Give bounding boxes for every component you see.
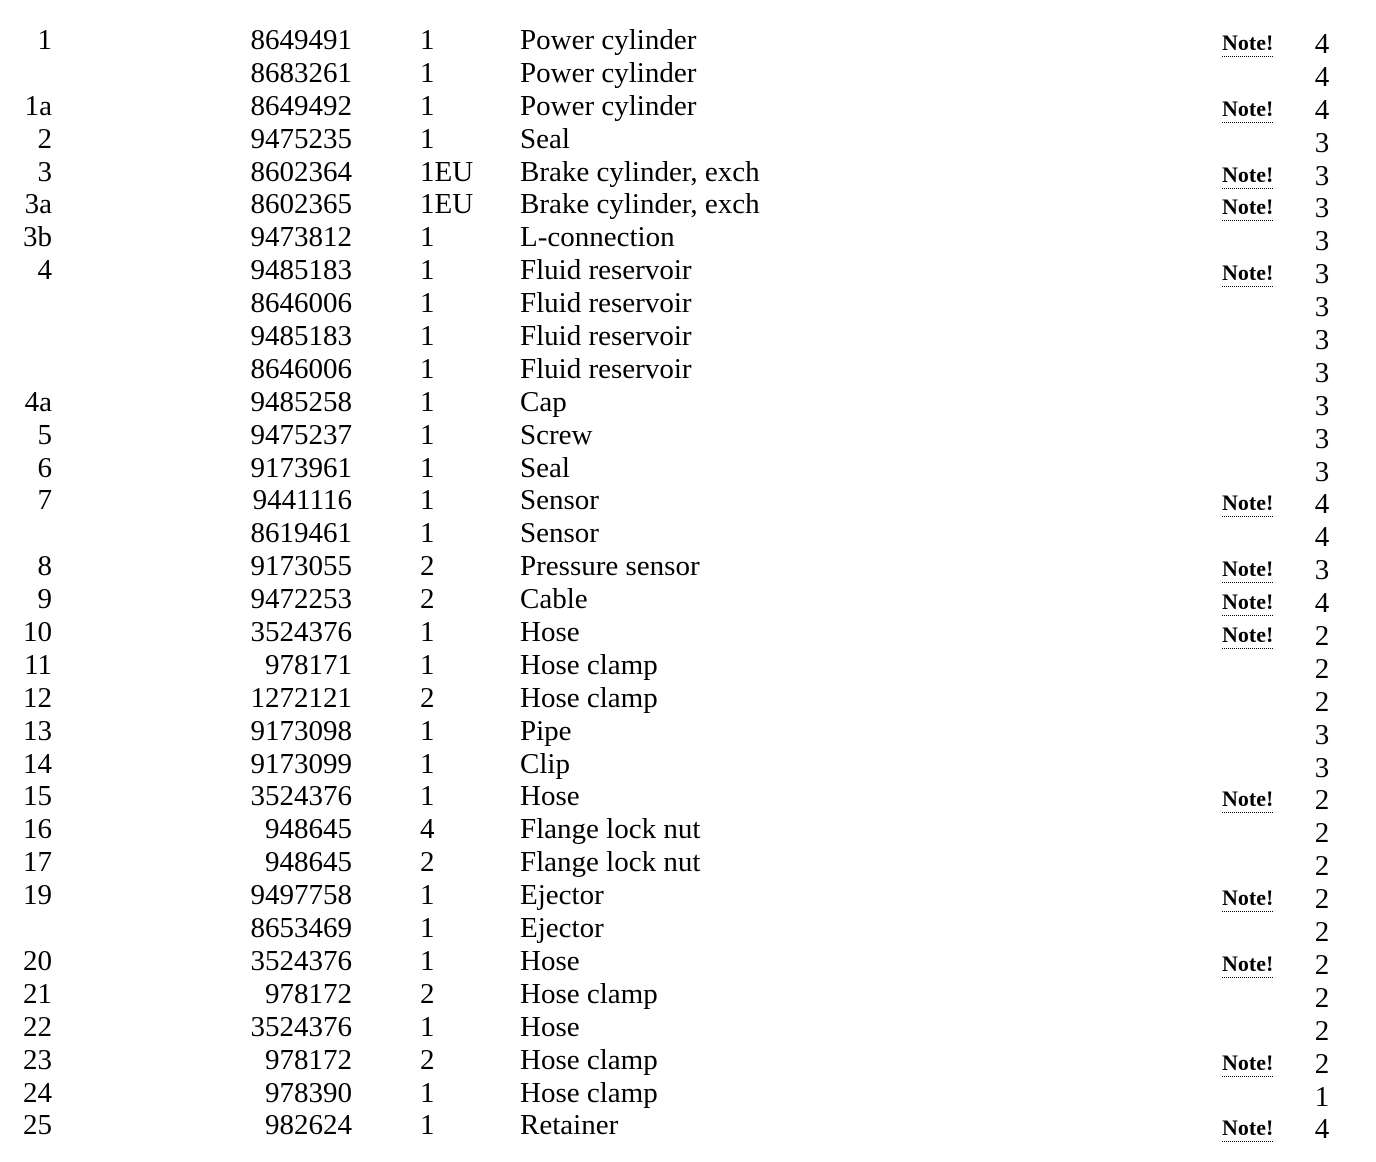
quantity: 1 [420,221,435,254]
position-number: 8 [37,550,52,583]
quantity: 1 [420,1109,435,1142]
position-number: 10 [23,616,52,649]
part-number: 3524376 [250,780,352,813]
parts-row [0,418,1376,455]
part-description: Hose [520,616,580,649]
position-number: 4 [37,254,52,287]
part-description: Flange lock nut [520,813,701,846]
part-number: 978390 [265,1076,352,1109]
position-number: 3 [37,155,52,188]
note-link[interactable] [1222,556,1292,582]
quantity: 1 [420,1076,435,1109]
part-number: 9497758 [250,879,352,912]
reference-number: 2 [1314,981,1330,1014]
position-number: 9 [37,583,52,616]
part-description: Fluid reservoir [520,254,692,287]
note-link[interactable] [1222,490,1292,516]
reference-number: 2 [1314,620,1330,653]
reference-number: 3 [1314,554,1330,587]
parts-row [0,221,1376,258]
quantity: 1 [420,484,435,517]
parts-row [0,1109,1376,1146]
part-number: 8646006 [250,287,352,320]
position-number: 24 [23,1076,52,1109]
part-description: Ejector [520,879,604,912]
reference-number: 2 [1314,784,1330,817]
note-label: Note! [1222,1049,1274,1075]
parts-row [0,385,1376,422]
reference-number: 4 [1314,1113,1330,1146]
position-number: 4a [24,385,52,418]
parts-row [0,780,1376,817]
part-number: 8602365 [250,188,352,221]
parts-row [0,484,1376,521]
position-number: 7 [37,484,52,517]
note-link[interactable] [1222,1115,1292,1141]
part-number: 8649491 [250,24,352,56]
part-description: Fluid reservoir [520,320,692,353]
part-description: Hose clamp [520,977,658,1010]
quantity: 2 [420,1043,435,1076]
parts-row [0,944,1376,981]
parts-row [0,155,1376,192]
reference-number: 4 [1314,521,1330,554]
note-label: Note! [1222,556,1274,582]
position-number: 14 [23,747,52,780]
parts-row [0,254,1376,291]
reference-number: 2 [1314,817,1330,850]
quantity: 1 [420,287,435,320]
position-number: 2 [37,122,52,155]
note-label: Note! [1222,161,1274,187]
part-description: Power cylinder [520,56,697,89]
reference-number: 4 [1314,28,1330,60]
parts-row [0,977,1376,1014]
note-link[interactable] [1222,96,1292,122]
note-link[interactable] [1222,951,1292,977]
part-number: 9485183 [250,320,352,353]
part-description: Hose clamp [520,1076,658,1109]
part-description: Screw [520,418,593,451]
parts-row [0,320,1376,357]
part-number: 1272121 [250,681,352,714]
quantity: 1 [420,616,435,649]
parts-row [0,24,1376,60]
reference-number: 2 [1314,916,1330,949]
quantity: 2 [420,846,435,879]
quantity: 2 [420,583,435,616]
part-number: 8683261 [250,56,352,89]
parts-row [0,352,1376,389]
position-number: 13 [23,714,52,747]
part-description: Hose [520,944,580,977]
reference-number: 2 [1314,1014,1330,1047]
part-description: Fluid reservoir [520,287,692,320]
part-description: Hose [520,780,580,813]
part-description: Clip [520,747,570,780]
reference-number: 3 [1314,422,1330,455]
note-link[interactable] [1222,162,1292,188]
part-description: Power cylinder [520,89,697,122]
reference-number: 4 [1314,587,1330,620]
note-label: Note! [1222,194,1274,220]
quantity: 1 [420,780,435,813]
part-number: 8619461 [250,517,352,550]
note-label: Note! [1222,786,1274,812]
note-label: Note! [1222,950,1274,976]
quantity: 2 [420,681,435,714]
part-description: Hose clamp [520,1043,658,1076]
note-link[interactable] [1222,622,1292,648]
position-number: 6 [37,451,52,484]
reference-number: 2 [1314,883,1330,916]
parts-row [0,287,1376,324]
parts-list [0,24,1376,1146]
part-description: Flange lock nut [520,846,701,879]
reference-number: 3 [1314,356,1330,389]
part-number: 9173099 [250,747,352,780]
note-label: Note! [1222,30,1274,55]
position-number: 17 [23,846,52,879]
part-description: Brake cylinder, exch [520,155,760,188]
part-number: 9475235 [250,122,352,155]
position-number: 21 [23,977,52,1010]
position-number: 12 [23,681,52,714]
part-description: Seal [520,451,570,484]
part-description: Retainer [520,1109,619,1142]
note-link[interactable] [1222,589,1292,615]
part-number: 948645 [265,846,352,879]
part-description: Hose [520,1010,580,1043]
part-number: 8602364 [250,155,352,188]
parts-row [0,747,1376,784]
part-description: Pipe [520,714,572,747]
reference-number: 4 [1314,93,1330,126]
position-number: 1a [24,89,52,122]
quantity: 4 [420,813,435,846]
quantity: 2 [420,550,435,583]
quantity: 1 [420,944,435,977]
reference-number: 3 [1314,126,1330,159]
quantity: 1 [420,56,435,89]
position-number: 22 [23,1010,52,1043]
parts-row [0,451,1376,488]
part-number: 978172 [265,1043,352,1076]
parts-row [0,188,1376,225]
position-number: 5 [37,418,52,451]
parts-row [0,648,1376,685]
quantity: 1 [420,714,435,747]
position-number: 25 [23,1109,52,1142]
reference-number: 2 [1314,652,1330,685]
parts-row [0,616,1376,653]
quantity: 1EU [420,188,474,221]
position-number: 1 [37,24,52,56]
part-description: Ejector [520,912,604,945]
part-number: 3524376 [250,944,352,977]
note-link[interactable] [1222,194,1292,220]
reference-number: 3 [1314,225,1330,258]
parts-row [0,1010,1376,1047]
reference-number: 1 [1314,1080,1330,1113]
note-link[interactable] [1222,260,1292,286]
reference-number: 4 [1314,488,1330,521]
note-link[interactable] [1222,30,1292,56]
position-number: 16 [23,813,52,846]
part-number: 982624 [265,1109,352,1142]
position-number: 15 [23,780,52,813]
quantity: 1EU [420,155,474,188]
note-label: Note! [1222,490,1274,516]
reference-number: 2 [1314,850,1330,883]
part-number: 9473812 [250,221,352,254]
quantity: 2 [420,977,435,1010]
part-number: 978172 [265,977,352,1010]
note-link[interactable] [1222,885,1292,911]
quantity: 1 [420,89,435,122]
part-description: Cable [520,583,588,616]
part-number: 9173055 [250,550,352,583]
note-label: Note! [1222,622,1274,648]
quantity: 1 [420,254,435,287]
part-number: 9485183 [250,254,352,287]
quantity: 1 [420,418,435,451]
note-label: Note! [1222,95,1274,121]
part-description: Cap [520,385,567,418]
part-description: Hose clamp [520,681,658,714]
part-number: 3524376 [250,1010,352,1043]
part-description: Sensor [520,484,599,517]
parts-row [0,122,1376,159]
part-number: 9173961 [250,451,352,484]
reference-number: 2 [1314,685,1330,718]
part-description: Fluid reservoir [520,352,692,385]
quantity: 1 [420,122,435,155]
parts-row [0,1043,1376,1080]
position-number: 3b [23,221,52,254]
quantity: 1 [420,648,435,681]
reference-number: 2 [1314,948,1330,981]
part-number: 3524376 [250,616,352,649]
reference-number: 3 [1314,455,1330,488]
quantity: 1 [420,451,435,484]
parts-row [0,879,1376,916]
note-link[interactable] [1222,786,1292,812]
position-number: 20 [23,944,52,977]
position-number: 19 [23,879,52,912]
position-number: 23 [23,1043,52,1076]
quantity: 1 [420,320,435,353]
part-description: Hose clamp [520,648,658,681]
part-description: Brake cylinder, exch [520,188,760,221]
part-number: 9472253 [250,583,352,616]
parts-row [0,813,1376,850]
parts-row [0,714,1376,751]
reference-number: 3 [1314,291,1330,324]
part-number: 948645 [265,813,352,846]
position-number: 11 [24,648,52,681]
part-number: 9441116 [252,484,352,517]
quantity: 1 [420,24,435,56]
reference-number: 3 [1314,389,1330,422]
position-number: 3a [24,188,52,221]
part-description: Sensor [520,517,599,550]
quantity: 1 [420,912,435,945]
reference-number: 3 [1314,159,1330,192]
parts-row [0,89,1376,126]
part-description: L-connection [520,221,675,254]
parts-row [0,517,1376,554]
note-label: Note! [1222,260,1274,286]
reference-number: 2 [1314,1047,1330,1080]
parts-row [0,56,1376,93]
part-number: 8649492 [250,89,352,122]
part-description: Pressure sensor [520,550,700,583]
quantity: 1 [420,352,435,385]
part-number: 9173098 [250,714,352,747]
part-description: Seal [520,122,570,155]
quantity: 1 [420,1010,435,1043]
part-number: 978171 [265,648,352,681]
parts-row [0,550,1376,587]
reference-number: 3 [1314,258,1330,291]
parts-row [0,681,1376,718]
quantity: 1 [420,517,435,550]
part-number: 8646006 [250,352,352,385]
reference-number: 3 [1314,192,1330,225]
part-number: 8653469 [250,912,352,945]
quantity: 1 [420,747,435,780]
part-number: 9485258 [250,385,352,418]
reference-number: 3 [1314,324,1330,357]
part-description: Power cylinder [520,24,697,56]
note-link[interactable] [1222,1050,1292,1076]
part-number: 9475237 [250,418,352,451]
note-label: Note! [1222,589,1274,615]
quantity: 1 [420,385,435,418]
reference-number: 3 [1314,751,1330,784]
reference-number: 4 [1314,60,1330,93]
note-label: Note! [1222,885,1274,911]
parts-row [0,1076,1376,1113]
reference-number: 3 [1314,718,1330,751]
note-label: Note! [1222,1115,1274,1141]
parts-row [0,583,1376,620]
parts-row [0,846,1376,883]
parts-row [0,912,1376,949]
quantity: 1 [420,879,435,912]
